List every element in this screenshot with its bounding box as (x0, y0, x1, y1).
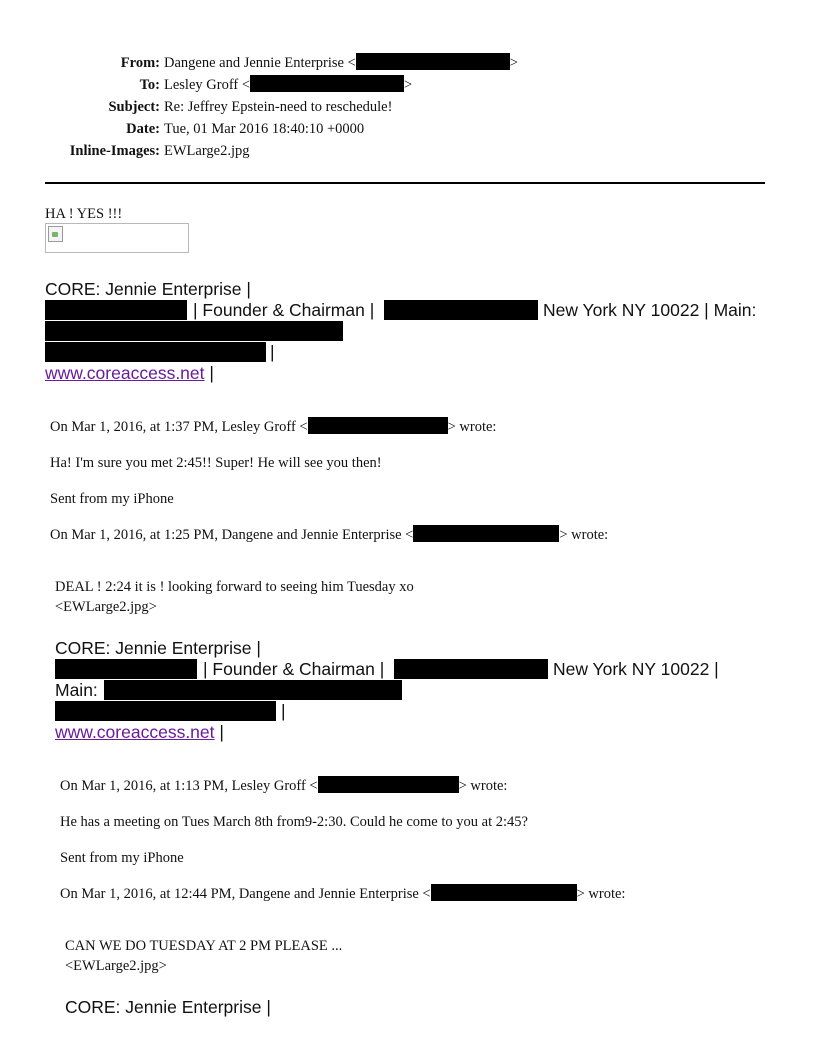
from-name: Dangene and Jennie Enterprise < (164, 55, 356, 71)
redaction-bar (45, 342, 266, 362)
signature-company: CORE: Jennie Enterprise | (55, 638, 261, 658)
quote-header-text: On Mar 1, 2016, at 12:44 PM, Dangene and Jennie Enterprise < (60, 886, 431, 902)
reply-text: HA ! YES !!! (45, 206, 123, 222)
quote-header-text: On Mar 1, 2016, at 1:37 PM, Lesley Groff < (50, 419, 308, 435)
website-link[interactable]: www.coreaccess.net (45, 363, 205, 383)
message-line: CAN WE DO TUESDAY AT 2 PM PLEASE ... (65, 938, 343, 954)
to-name: Lesley Groff < (164, 77, 251, 93)
signature-address: New York NY 10022 | Main: (543, 300, 757, 320)
date-row (0, 118, 816, 140)
subject-row (0, 96, 816, 118)
date-value: Tue, 01 Mar 2016 18:40:10 +0000 (164, 121, 365, 137)
subject-label: Subject: (108, 99, 160, 115)
redaction-bar (55, 659, 197, 679)
signature-url-pipe: | (209, 363, 214, 383)
redaction-bar (55, 701, 276, 721)
inline-images-row (0, 140, 816, 162)
inline-image-ref: <EWLarge2.jpg> (55, 599, 157, 615)
inline-image-ref: <EWLarge2.jpg> (65, 958, 167, 974)
inline-images-value: EWLarge2.jpg (164, 143, 250, 159)
message-line: DEAL ! 2:24 it is ! looking forward to seeing him Tuesday xo (55, 579, 414, 595)
quote-header-text: On Mar 1, 2016, at 1:13 PM, Lesley Groff < (60, 778, 318, 794)
to-value (164, 74, 412, 96)
quote-header (60, 776, 507, 796)
redaction-bar (394, 659, 548, 679)
broken-image-icon (48, 226, 63, 242)
quote-header-wrote: > wrote: (458, 778, 508, 794)
quote-header (50, 417, 496, 437)
quote-header-text: On Mar 1, 2016, at 1:25 PM, Dangene and Jennie Enterprise < (50, 527, 414, 543)
redaction-bar (45, 321, 343, 341)
redaction-bar (45, 300, 187, 320)
signature-url-row (55, 722, 224, 743)
signature-pipe: | (281, 701, 286, 721)
sent-from-iphone: Sent from my iPhone (50, 491, 174, 507)
from-close: > (509, 55, 518, 71)
redaction-bar (250, 75, 404, 92)
quote-header-wrote: > wrote: (559, 527, 609, 543)
signature-title: | Founder & Chairman | (203, 659, 385, 679)
signature-url-row (45, 363, 214, 384)
inline-images-label: Inline-Images: (69, 143, 160, 159)
from-value (164, 52, 518, 74)
to-close: > (404, 77, 413, 93)
signature-company: CORE: Jennie Enterprise | (65, 997, 271, 1017)
subject-value: Re: Jeffrey Epstein-need to reschedule! (164, 99, 393, 115)
redaction-bar (356, 53, 510, 70)
redaction-bar (431, 884, 577, 901)
quote-header (50, 525, 608, 545)
message-line: Ha! I'm sure you met 2:45!! Super! He will see you then! (50, 455, 382, 471)
date-label: Date: (126, 121, 160, 137)
quote-header (60, 884, 625, 904)
quote-header-wrote: > wrote: (447, 419, 497, 435)
redaction-bar (318, 776, 459, 793)
broken-image-placeholder (45, 223, 189, 253)
to-row (0, 74, 816, 96)
signature-url-pipe: | (219, 722, 224, 742)
redaction-bar (384, 300, 538, 320)
redaction-bar (308, 417, 448, 434)
signature-company: CORE: Jennie Enterprise | (45, 279, 251, 299)
redaction-bar (413, 525, 559, 542)
redaction-bar (104, 680, 402, 700)
header-divider (45, 182, 765, 184)
signature-title: | Founder & Chairman | (193, 300, 375, 320)
sent-from-iphone: Sent from my iPhone (60, 850, 184, 866)
quote-header-wrote: > wrote: (576, 886, 626, 902)
message-line: He has a meeting on Tues March 8th from9-2:30. Could he come to you at 2:45? (60, 814, 528, 830)
website-link[interactable]: www.coreaccess.net (55, 722, 215, 742)
signature-pipe: | (270, 342, 275, 362)
to-label: To: (139, 77, 160, 93)
from-row (0, 52, 816, 74)
from-label: From: (120, 55, 160, 71)
signature-address: New York NY 10022 | (553, 659, 719, 679)
signature-main-label: Main: (55, 680, 98, 700)
